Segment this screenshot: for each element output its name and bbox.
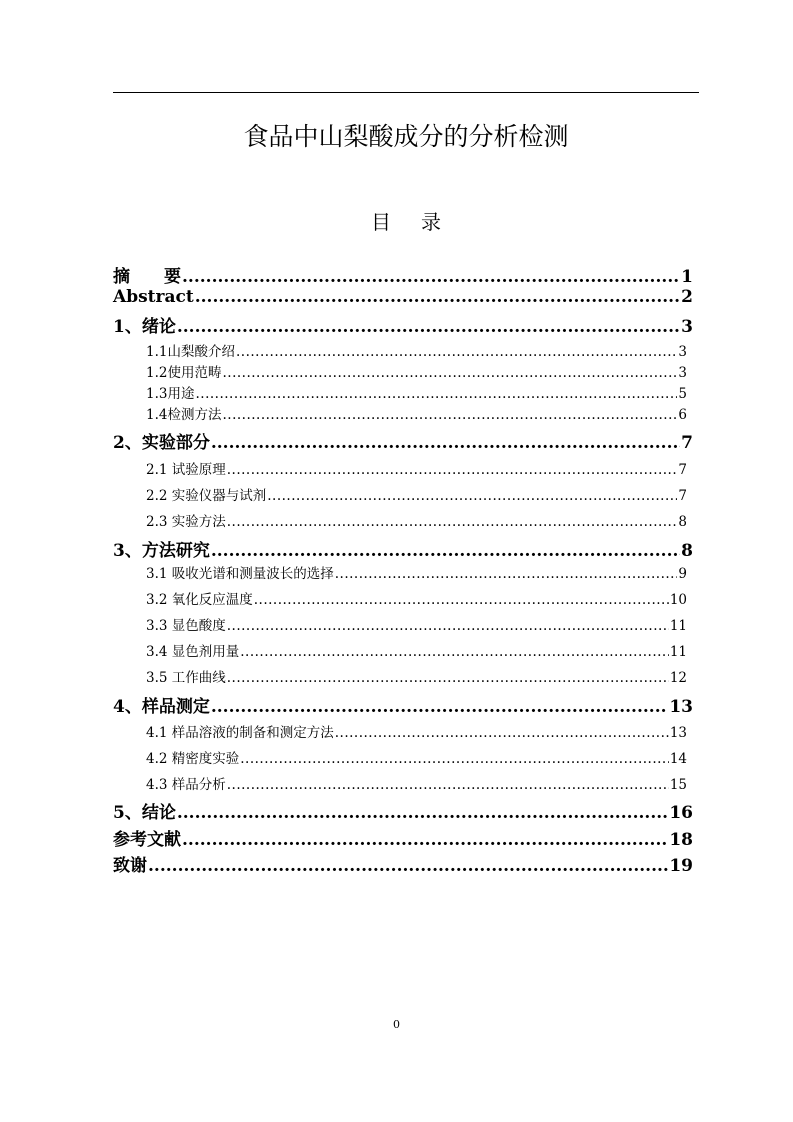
toc-entry-label: 4、样品测定 (113, 697, 210, 717)
toc-entry-page: 11 (669, 618, 687, 634)
toc-entry-page: 7 (681, 433, 693, 453)
toc-entry[interactable] (113, 721, 693, 741)
toc-entry-page: 3 (678, 344, 687, 360)
toc-leader-dots (182, 267, 680, 287)
toc-leader-dots (240, 751, 669, 767)
toc-entry-page: 7 (678, 462, 687, 478)
toc-entry[interactable] (113, 262, 693, 287)
toc-leader-dots (177, 803, 668, 823)
toc-entry-label: 参考文献 (113, 830, 181, 850)
toc-entry[interactable] (113, 428, 693, 453)
toc-entry-label: 3.4 显色剂用量 (146, 644, 240, 660)
toc-entry-label: 3.3 显色酸度 (146, 618, 226, 634)
toc-entry[interactable] (113, 825, 693, 850)
header-rule (113, 92, 699, 93)
toc-leader-dots (211, 433, 680, 453)
toc-entry-page: 1 (681, 267, 693, 287)
toc-entry[interactable] (113, 510, 693, 530)
toc-entry-label: 2.2 实验仪器与试剂 (146, 488, 267, 504)
toc-leader-dots (177, 317, 680, 337)
toc-entry[interactable] (113, 340, 693, 360)
toc-leader-dots (227, 514, 678, 530)
toc-entry-label: 3、方法研究 (113, 541, 210, 561)
toc-entry[interactable] (113, 458, 693, 478)
toc-entry[interactable] (113, 798, 693, 823)
toc-entry-page: 12 (669, 670, 687, 686)
toc-leader-dots (211, 697, 668, 717)
toc-entry-label: 1.4检测方法 (146, 407, 222, 423)
toc-entry[interactable] (113, 614, 693, 634)
toc-entry[interactable] (113, 851, 693, 876)
toc-leader-dots (222, 365, 677, 381)
toc-entry-label: 摘 要 (113, 267, 181, 287)
toc-heading-char-2: 录 (421, 210, 441, 234)
toc-leader-dots (195, 386, 677, 402)
toc-entry-page: 13 (669, 725, 687, 741)
toc-entry-page: 14 (669, 751, 687, 767)
toc-entry-label: 1.2使用范畴 (146, 365, 222, 381)
toc-entry-page: 18 (669, 830, 693, 850)
toc-leader-dots (227, 777, 669, 793)
toc-entry-label: 1.3用途 (146, 386, 195, 402)
toc-entry[interactable] (113, 403, 693, 423)
toc-leader-dots (240, 644, 669, 660)
toc-entry-label: 2.1 试验原理 (146, 462, 226, 478)
toc-leader-dots (222, 407, 677, 423)
toc-entry-page: 11 (669, 644, 687, 660)
document-title: 食品中山梨酸成分的分析检测 (243, 122, 569, 151)
toc-entry[interactable] (113, 588, 693, 608)
toc-entry-page: 8 (681, 541, 693, 561)
toc-entry[interactable] (113, 692, 693, 717)
toc-entry[interactable] (113, 536, 693, 561)
toc-entry-label: 3.2 氧化反应温度 (146, 592, 253, 608)
toc-entry-page: 8 (678, 514, 687, 530)
toc-entry[interactable] (113, 747, 693, 767)
toc-entry-label: 2、实验部分 (113, 433, 210, 453)
toc-entry-label: 1.1山梨酸介绍 (146, 344, 235, 360)
toc-entry[interactable] (113, 312, 693, 337)
toc-entry-page: 3 (681, 317, 693, 337)
toc-leader-dots (227, 618, 669, 634)
toc-entry-page: 10 (669, 592, 687, 608)
toc-entry-label: 1、绪论 (113, 317, 176, 337)
toc-entry-page: 16 (669, 803, 693, 823)
toc-leader-dots (335, 566, 678, 582)
toc-entry-page: 15 (669, 777, 687, 793)
toc-entry[interactable] (113, 666, 693, 686)
toc-entry-label: 2.3 实验方法 (146, 514, 226, 530)
toc-entry-page: 13 (669, 697, 693, 717)
toc-entry-page: 6 (678, 407, 687, 423)
toc-leader-dots (236, 344, 677, 360)
toc-leader-dots (267, 488, 677, 504)
toc-leader-dots (254, 592, 669, 608)
page-number: 0 (393, 1018, 400, 1031)
toc-entry-label: 3.1 吸收光谱和测量波长的选择 (146, 566, 334, 582)
toc-leader-dots (195, 287, 680, 307)
toc-entry-label: 4.3 样品分析 (146, 777, 226, 793)
toc-leader-dots (335, 725, 669, 741)
toc-leader-dots (227, 462, 678, 478)
toc-entry-label: 3.5 工作曲线 (146, 670, 226, 686)
toc-leader-dots (211, 541, 680, 561)
toc-entry-page: 2 (681, 287, 693, 307)
toc-heading (113, 206, 699, 235)
toc-heading-char-1: 目 (371, 210, 391, 234)
toc-leader-dots (148, 856, 668, 876)
toc-entry-label: 5、结论 (113, 803, 176, 823)
toc-entry-label: 4.2 精密度实验 (146, 751, 240, 767)
toc-entry-page: 3 (678, 365, 687, 381)
toc-entry-label: 4.1 样品溶液的制备和测定方法 (146, 725, 334, 741)
toc-leader-dots (182, 830, 668, 850)
toc-entry-label: 致谢 (113, 856, 147, 876)
toc-entry[interactable] (113, 287, 693, 307)
toc-entry-page: 9 (678, 566, 687, 582)
toc-leader-dots (227, 670, 669, 686)
toc-entry-page: 5 (678, 386, 687, 402)
toc-entry-label: Abstract (113, 287, 194, 307)
toc-entry[interactable] (113, 640, 693, 660)
toc-entry-page: 19 (669, 856, 693, 876)
toc-entry-page: 7 (678, 488, 687, 504)
toc-entry[interactable] (113, 484, 693, 504)
toc-entry[interactable] (113, 382, 693, 402)
toc-entry[interactable] (113, 361, 693, 381)
toc-entry[interactable] (113, 773, 693, 793)
toc-entry[interactable] (113, 562, 693, 582)
